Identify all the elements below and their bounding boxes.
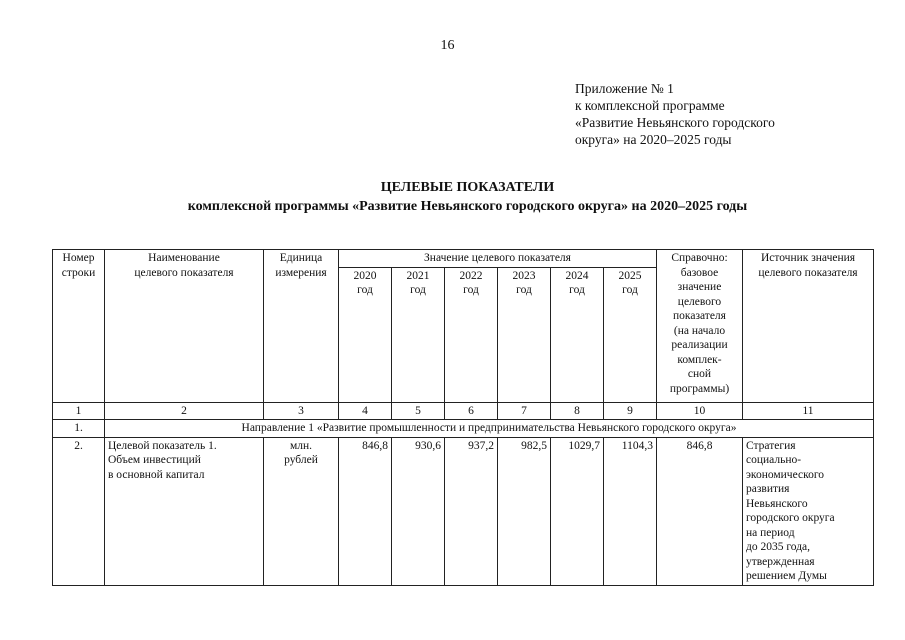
column-number: 1 [53,402,105,420]
column-number: 6 [445,402,498,420]
column-number: 5 [392,402,445,420]
header-year: 2024 год [551,267,604,402]
header-unit: Единица измерения [264,250,339,403]
header-year: 2021 год [392,267,445,402]
direction-row [53,420,874,438]
header-year: 2023 год [498,267,551,402]
direction-text: Направление 1 «Развитие промышленности и предпринимательства Невьянского городского округа» [105,420,874,438]
header-reference: Справочно: базовое значение целевого показателя (на начало реализации комплек- сной программы) [657,250,743,403]
appendix-line: округа» на 2020–2025 годы [575,132,732,147]
header-year: 2020 год [339,267,392,402]
header-year: 2022 год [445,267,498,402]
source-cell: Стратегия социально- экономического развития Невьянского городского округа на период до 2035 года, утвержденная решением Думы [743,437,874,585]
value-cell: 937,2 [445,437,498,585]
indicator-unit: млн. рублей [264,437,339,585]
header-value-group: Значение целевого показателя [339,250,657,268]
header-name: Наименование целевого показателя [105,250,264,403]
reference-value: 846,8 [657,437,743,585]
column-number: 3 [264,402,339,420]
column-number: 7 [498,402,551,420]
value-cell: 930,6 [392,437,445,585]
header-year: 2025 год [604,267,657,402]
column-number: 2 [105,402,264,420]
document-subtitle: комплексной программы «Развитие Невьянского городского округа» на 2020–2025 годы [187,199,748,214]
row-number: 2. [53,437,105,585]
column-numbers-row [53,402,874,420]
appendix-note [575,80,775,148]
value-cell: 1029,7 [551,437,604,585]
column-number: 11 [743,402,874,420]
table-row [53,437,874,585]
appendix-line: к комплексной программе [575,98,725,113]
header-row-number: Номер строки [53,250,105,403]
column-number: 4 [339,402,392,420]
column-number: 8 [551,402,604,420]
document-title: ЦЕЛЕВЫЕ ПОКАЗАТЕЛИ [380,180,555,195]
direction-number: 1. [53,420,105,438]
appendix-line: «Развитие Невьянского городского [575,115,775,130]
appendix-line: Приложение № 1 [575,81,674,96]
page-number: 16 [440,38,455,53]
value-cell: 982,5 [498,437,551,585]
indicators-table [52,249,874,586]
indicator-name: Целевой показатель 1. Объем инвестиций в основной капитал [105,437,264,585]
value-cell: 1104,3 [604,437,657,585]
column-number: 10 [657,402,743,420]
column-number: 9 [604,402,657,420]
header-source: Источник значения целевого показателя [743,250,874,403]
table-header-row [53,250,874,268]
value-cell: 846,8 [339,437,392,585]
